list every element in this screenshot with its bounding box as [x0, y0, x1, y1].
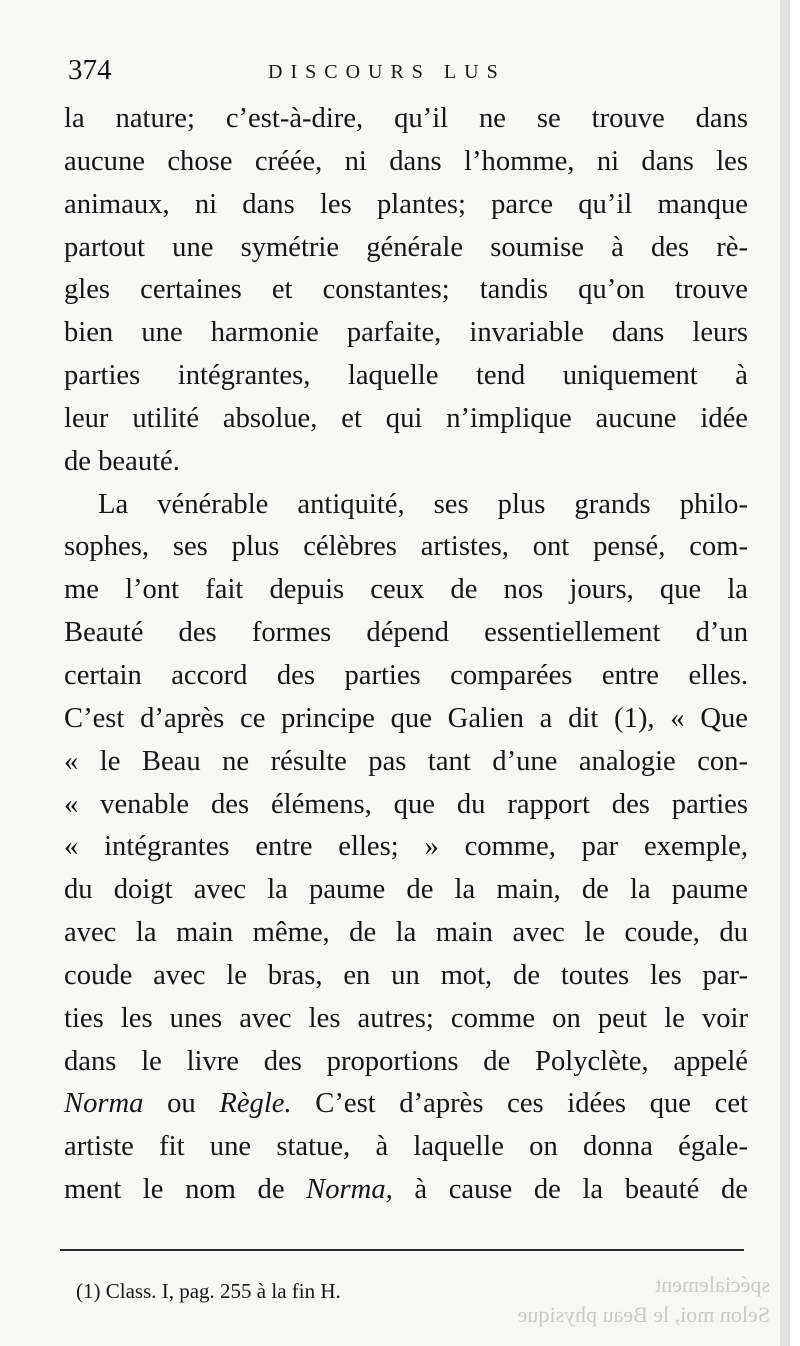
text-line: animaux, ni dans les plantes; parce qu’il manque [64, 188, 748, 220]
text-fragment: ou [143, 1088, 220, 1120]
italic-term: Norma, [306, 1174, 393, 1206]
text-line: ties les unes avec les autres; comme on peut le voir [64, 1002, 748, 1034]
italic-term: Norma [64, 1088, 144, 1120]
text-line: Beauté des formes dépend essentiellement d’un [64, 617, 748, 649]
text-line: parties intégrantes, laquelle tend uniquement à [64, 360, 748, 392]
page-edge [780, 0, 790, 1346]
text-line: C’est d’après ce principe que Galien a dit (1), « Que [64, 702, 748, 734]
italic-term: Règle. [219, 1088, 292, 1120]
text-line: partout une symétrie générale soumise à des rè- [64, 231, 748, 263]
text-line: aucune chose créée, ni dans l’homme, ni dans les [64, 145, 748, 177]
text-line-with-italics [64, 1169, 748, 1212]
text-fragment: ment le nom de [64, 1174, 307, 1206]
text-line: gles certaines et constantes; tandis qu’on trouve [64, 274, 748, 306]
text-line: du doigt avec la paume de la main, de la paume [64, 874, 748, 906]
show-through-text [517, 1270, 770, 1330]
text-line: me l’ont fait depuis ceux de nos jours, que la [64, 574, 748, 606]
text-line: « venable des élémens, que du rapport des parties [64, 788, 748, 820]
page-header [68, 50, 748, 94]
text-line: leur utilité absolue, et qui n’implique aucune idée [64, 402, 748, 434]
text-line: dans le livre des proportions de Polyclète, appelé [64, 1045, 748, 1077]
running-head: DISCOURS LUS [268, 61, 506, 83]
show-through-line: Selon moi, le Beau physique [517, 1302, 770, 1327]
page-number: 374 [68, 54, 112, 86]
text-fragment: C’est d’après ces idées que cet [291, 1088, 748, 1120]
footnote: (1) Class. I, pag. 255 à la fin H. [76, 1279, 341, 1303]
text-line: artiste fit une statue, à laquelle on donna égale- [64, 1131, 748, 1163]
text-line: coude avec le bras, en un mot, de toutes les par- [64, 959, 748, 991]
footnote-rule [60, 1249, 744, 1251]
text-line: « le Beau ne résulte pas tant d’une analogie con- [64, 745, 748, 777]
body-text [64, 98, 748, 1212]
text-line: bien une harmonie parfaite, invariable dans leurs [64, 317, 748, 349]
text-line: sophes, ses plus célèbres artistes, ont pensé, com- [64, 531, 748, 563]
paragraph-first-line: La vénérable antiquité, ses plus grands philo- [98, 488, 748, 520]
text-line: avec la main même, de la main avec le coude, du [64, 917, 748, 949]
show-through-line: spécialement [655, 1272, 770, 1297]
text-line: certain accord des parties comparées entre elles. [64, 659, 748, 691]
text-line: « intégrantes entre elles; » comme, par exemple, [64, 831, 748, 863]
text-line: la nature; c’est-à-dire, qu’il ne se trouve dans [64, 103, 748, 134]
text-line-with-italics [64, 1083, 748, 1126]
text-line: de beauté. [64, 445, 180, 477]
text-fragment: à cause de la beauté de [392, 1174, 748, 1206]
